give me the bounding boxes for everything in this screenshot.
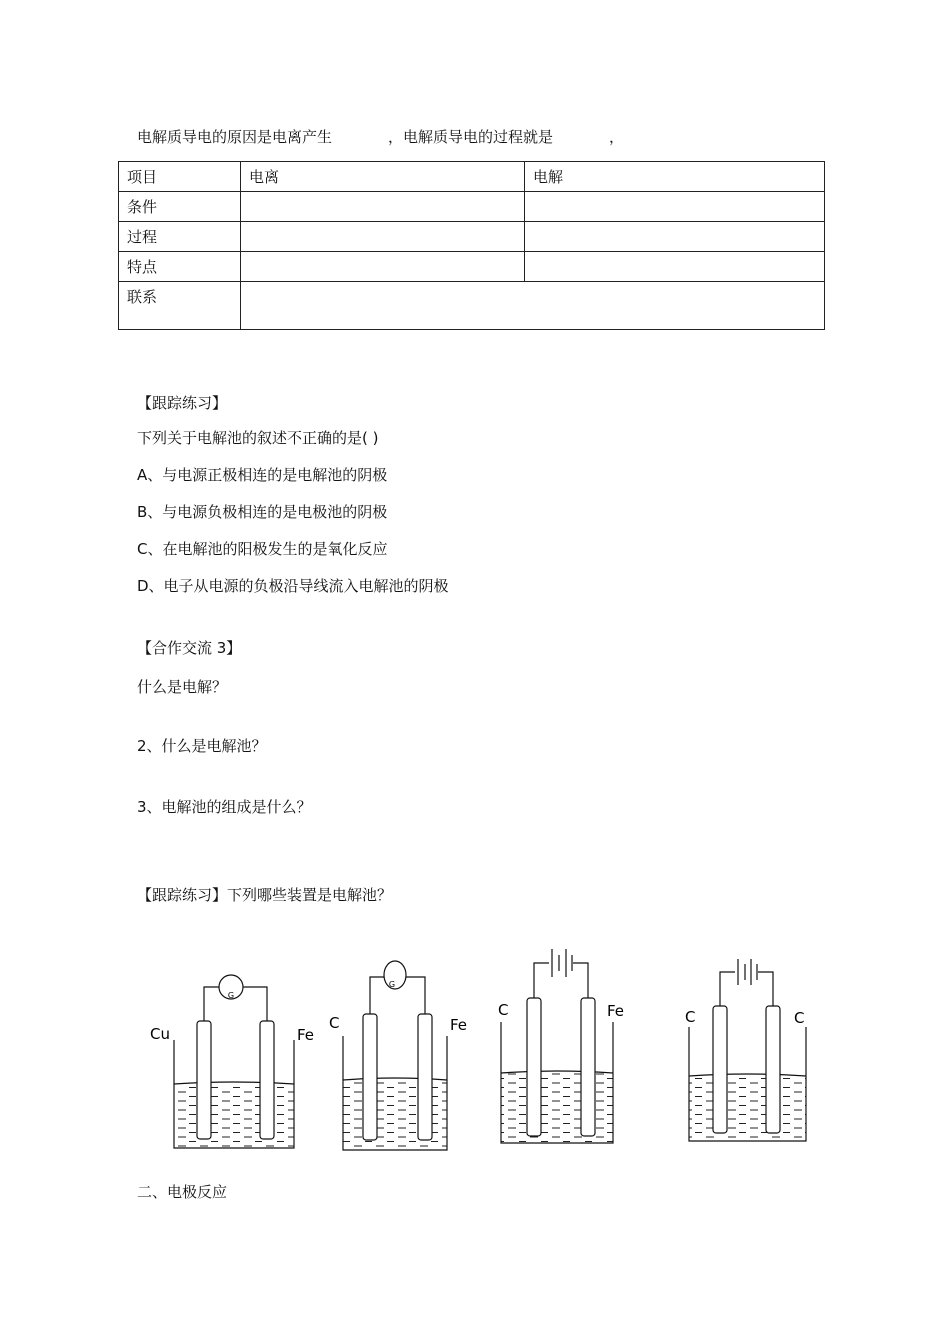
- battery-icon: [738, 959, 757, 985]
- electrode-right-4: [766, 1006, 780, 1133]
- table-row-label: 条件: [119, 192, 241, 222]
- intro-part2: ，电解质导电的过程就是: [388, 128, 554, 146]
- meter-label-2: G: [388, 980, 396, 989]
- wire-3: [534, 963, 588, 998]
- intro-part1: 电解质导电的原因是电离产生: [137, 128, 333, 146]
- table-header-cell: 电离: [241, 162, 525, 192]
- electrode-label-left-3: C: [498, 1001, 509, 1019]
- electrode-label-right-4: C: [794, 1009, 805, 1027]
- option-d: D、电子从电源的负极沿导线流入电解池的阴极: [137, 577, 449, 595]
- electrode-label-left-2: C: [329, 1014, 340, 1032]
- table-header-cell: 项目: [119, 162, 241, 192]
- electrode-left-2: [363, 1014, 377, 1140]
- section2-title: 二、电极反应: [137, 1183, 228, 1201]
- practice2-text: 【跟踪练习】下列哪些装置是电解池？: [137, 886, 393, 904]
- cooperate-heading: 【合作交流 3】: [137, 639, 242, 657]
- cooperate-q3: 3、电解池的组成是什么？: [137, 798, 312, 816]
- electrode-left-3: [527, 998, 541, 1136]
- intro-part3: ，: [609, 128, 625, 146]
- electrode-left-1: [197, 1021, 211, 1139]
- diagram-3: [498, 949, 624, 1143]
- electrode-label-left-4: C: [685, 1008, 696, 1026]
- table-row-label: 过程: [119, 222, 241, 252]
- electrode-label-right-3: Fe: [607, 1002, 625, 1020]
- electrode-label-right-2: Fe: [450, 1016, 468, 1034]
- electrode-left-4: [713, 1006, 727, 1133]
- table-row-label: 联系: [119, 282, 241, 330]
- electrode-right-2: [418, 1014, 432, 1140]
- diagram-1: [150, 975, 314, 1148]
- option-a: A、与电源正极相连的是电解池的阴极: [137, 466, 388, 484]
- electrode-label-right-1: Fe: [297, 1026, 315, 1044]
- cooperate-q1: 什么是电解？: [137, 678, 228, 696]
- option-c: C、在电解池的阳极发生的是氧化反应: [137, 540, 388, 558]
- beaker-1: [174, 1040, 294, 1148]
- cooperate-q2: 2、什么是电解池？: [137, 737, 267, 755]
- diagram-2: [329, 961, 467, 1150]
- beaker-3: [501, 1022, 613, 1143]
- beaker-4: [689, 1027, 806, 1141]
- electrode-right-3: [581, 998, 595, 1136]
- electrode-right-1: [260, 1021, 274, 1139]
- meter-label-1: G: [227, 991, 235, 1000]
- battery-icon: [552, 949, 572, 977]
- practice1-question: 下列关于电解池的叙述不正确的是( ): [137, 429, 379, 447]
- option-b: B、与电源负极相连的是电极池的阴极: [137, 503, 388, 521]
- practice1-heading: 【跟踪练习】: [137, 394, 228, 412]
- table-header-cell: 电解: [525, 162, 825, 192]
- table-row-label: 特点: [119, 252, 241, 282]
- diagram-4: [685, 959, 806, 1141]
- wire-4: [720, 972, 773, 1006]
- electrode-label-left-1: Cu: [150, 1025, 170, 1043]
